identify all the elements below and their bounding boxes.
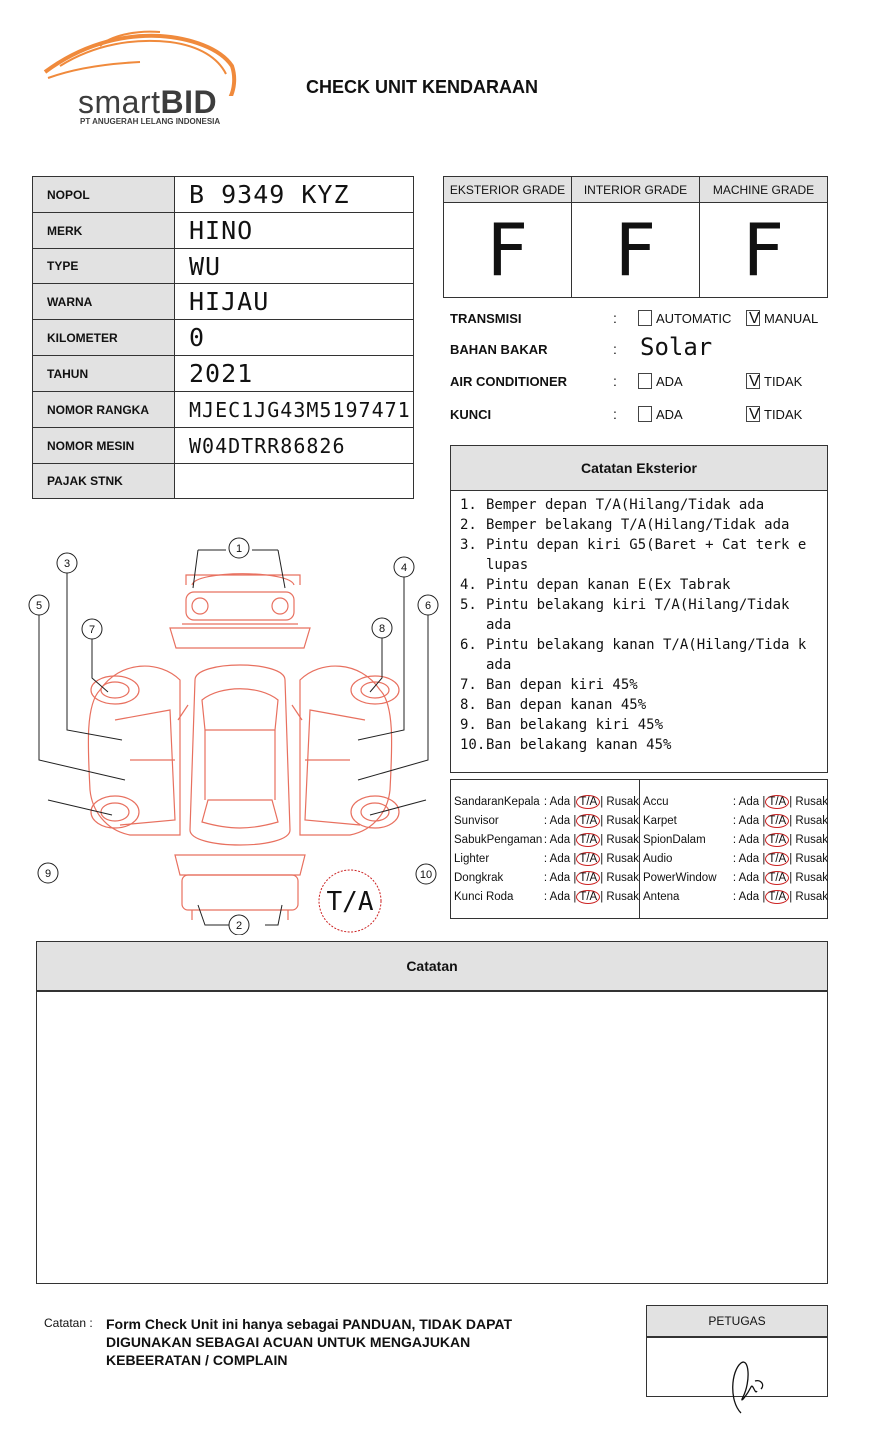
accessory-options: : Ada | T/A | Rusak [732, 814, 828, 827]
vehicle-damage-diagram [20, 530, 450, 935]
option-ada[interactable]: Ada [738, 890, 760, 903]
note-text: Pintu belakang kanan T/A(Hilang/Tida k ada [486, 637, 815, 673]
exterior-note-item [460, 735, 827, 755]
accessory-options: : Ada | T/A | Rusak [732, 833, 828, 846]
option-rusak[interactable]: Rusak [795, 890, 828, 903]
note-text: Ban depan kanan 45% [486, 697, 647, 713]
car-outline-diagram [20, 530, 450, 935]
option-rusak[interactable]: Rusak [795, 833, 828, 846]
accessory-row [640, 792, 828, 811]
accessory-name: Kunci Roda [454, 890, 514, 903]
option-ta-selected[interactable]: T/A [765, 833, 789, 847]
option-ada[interactable]: Ada [738, 871, 760, 884]
option-ta-selected[interactable]: T/A [576, 852, 600, 866]
footer-label: Catatan : [44, 1316, 93, 1330]
accessory-name: Karpet [643, 814, 677, 827]
info-value: WU [175, 249, 414, 284]
page-title: CHECK UNIT KENDARAAN [306, 77, 538, 97]
option-ada[interactable]: Ada [738, 833, 760, 846]
option-kunci-ada[interactable] [638, 406, 683, 422]
ta-stamp-label: T/A [326, 887, 374, 917]
accessory-row [640, 887, 828, 906]
accessory-row [451, 811, 639, 830]
check-mark-icon: V [749, 406, 760, 423]
info-row-kilometer [33, 320, 414, 356]
info-label: NOMOR MESIN [33, 428, 175, 464]
option-label: TIDAK [764, 373, 803, 389]
accessory-row [640, 811, 828, 830]
accessories-left-column [451, 780, 640, 918]
option-ta-selected[interactable]: T/A [576, 890, 600, 904]
accessory-row [451, 830, 639, 849]
note-text: Pintu belakang kiri T/A(Hilang/Tidak ada [486, 597, 807, 633]
accessory-row [451, 849, 639, 868]
colon: : [613, 373, 617, 389]
transmisi-label: TRANSMISI [450, 311, 522, 326]
note-text: Pintu depan kanan E(Ex Tabrak [486, 577, 731, 593]
accessory-name: Antena [643, 890, 680, 903]
note-number: 5. [460, 597, 477, 613]
grade-panel [443, 176, 828, 298]
grade-label: EKSTERIOR GRADE [444, 177, 571, 203]
option-ada[interactable]: Ada [549, 890, 571, 903]
marker-6-label: 6 [424, 600, 432, 612]
marker-8-label: 8 [378, 623, 386, 635]
option-manual[interactable] [746, 310, 818, 326]
accessory-row [640, 849, 828, 868]
info-label: KILOMETER [33, 320, 175, 356]
accessory-row [451, 868, 639, 887]
checkbox-checked[interactable] [746, 373, 760, 389]
option-ada[interactable]: Ada [738, 852, 760, 865]
info-label: NOMOR RANGKA [33, 392, 175, 428]
grade-label: MACHINE GRADE [700, 177, 827, 203]
info-label: PAJAK STNK [33, 464, 175, 499]
note-number: 4. [460, 577, 477, 593]
note-text: Bemper belakang T/A(Hilang/Tidak ada [486, 517, 790, 533]
option-label: ADA [656, 373, 683, 389]
marker-1-label: 1 [235, 543, 243, 555]
note-number: 9. [460, 717, 477, 733]
option-rusak[interactable]: Rusak [606, 814, 639, 827]
option-rusak[interactable]: Rusak [795, 795, 828, 808]
option-ac-tidak[interactable] [746, 373, 802, 389]
exterior-note-item [460, 575, 827, 595]
accessory-options: : Ada | T/A | Rusak [543, 833, 639, 846]
option-rusak[interactable]: Rusak [795, 814, 828, 827]
grade-value: F [614, 208, 657, 292]
accessory-row [451, 887, 639, 906]
company-logo [40, 26, 250, 136]
marker-9-label: 9 [44, 868, 52, 880]
info-row-rangka [33, 392, 414, 428]
accessory-options: : Ada | T/A | Rusak [543, 890, 639, 903]
accessory-options: : Ada | T/A | Rusak [732, 890, 828, 903]
accessory-row [640, 868, 828, 887]
accessory-name: Accu [643, 795, 669, 808]
accessory-name: SabukPengaman [454, 833, 543, 846]
accessories-right-column [640, 780, 828, 918]
accessory-options: : Ada | T/A | Rusak [543, 795, 639, 808]
note-number: 10. [460, 737, 486, 753]
exterior-note-item [460, 595, 827, 635]
note-text: Ban belakang kiri 45% [486, 717, 664, 733]
checkbox-checked[interactable] [746, 406, 760, 422]
grade-value: F [742, 208, 785, 292]
note-text: Bemper depan T/A(Hilang/Tidak ada [486, 497, 765, 513]
info-value: 2021 [175, 356, 414, 392]
note-number: 6. [460, 637, 477, 653]
option-ta-selected[interactable]: T/A [576, 795, 600, 809]
accessory-name: Lighter [454, 852, 490, 865]
option-label: AUTOMATIC [656, 310, 732, 326]
notes-area[interactable] [36, 991, 828, 1284]
accessory-name: Sunvisor [454, 814, 499, 827]
option-label: MANUAL [764, 310, 819, 326]
vehicle-info-table [32, 176, 414, 499]
accessory-options: : Ada | T/A | Rusak [732, 795, 828, 808]
note-number: 8. [460, 697, 477, 713]
exterior-note-item [460, 715, 827, 735]
grade-value: F [486, 208, 529, 292]
option-ada[interactable]: Ada [549, 852, 571, 865]
exterior-note-item [460, 695, 827, 715]
info-label: MERK [33, 213, 175, 249]
exterior-grade [444, 177, 572, 297]
accessory-row [451, 792, 639, 811]
option-ada[interactable]: Ada [738, 795, 760, 808]
option-ada[interactable]: Ada [549, 871, 571, 884]
ac-label: AIR CONDITIONER [450, 374, 567, 389]
accessory-name: PowerWindow [643, 871, 717, 884]
accessories-panel [450, 779, 828, 919]
option-ta-selected[interactable]: T/A [576, 833, 600, 847]
info-value: W04DTRR86826 [175, 428, 414, 464]
fuel-value: Solar [640, 333, 713, 361]
info-label: WARNA [33, 284, 175, 320]
info-row-pajak [33, 464, 414, 499]
option-ta-selected[interactable]: T/A [576, 871, 600, 885]
option-rusak[interactable]: Rusak [606, 871, 639, 884]
option-ada[interactable]: Ada [549, 814, 571, 827]
marker-7-label: 7 [88, 624, 96, 636]
accessory-name: SandaranKepala [454, 795, 540, 808]
checkbox-checked[interactable] [746, 310, 760, 326]
accessory-options: : Ada | T/A | Rusak [543, 871, 639, 884]
note-number: 7. [460, 677, 477, 693]
info-row-type [33, 249, 414, 284]
option-rusak[interactable]: Rusak [606, 890, 639, 903]
marker-4-label: 4 [400, 562, 408, 574]
option-rusak[interactable]: Rusak [795, 871, 828, 884]
machine-grade [700, 177, 827, 297]
option-ta-selected[interactable]: T/A [765, 795, 789, 809]
accessory-name: Dongkrak [454, 871, 504, 884]
accessory-name: Audio [643, 852, 673, 865]
info-value: MJEC1JG43M5197471 [175, 392, 414, 428]
exterior-notes-panel [450, 445, 828, 773]
info-label: TAHUN [33, 356, 175, 392]
note-text: Ban belakang kanan 45% [486, 737, 672, 753]
marker-10-label: 10 [419, 869, 433, 881]
accessory-name: SpionDalam [643, 833, 706, 846]
notes-title: Catatan [36, 941, 828, 992]
option-ada[interactable]: Ada [549, 833, 571, 846]
accessory-options: : Ada | T/A | Rusak [543, 852, 639, 865]
option-automatic[interactable] [638, 310, 731, 326]
accessory-options: : Ada | T/A | Rusak [732, 871, 828, 884]
exterior-note-item [460, 675, 827, 695]
logo-subtitle: PT ANUGERAH LELANG INDONESIA [80, 117, 221, 126]
info-value: HIJAU [175, 284, 414, 320]
option-ta-selected[interactable]: T/A [765, 814, 789, 828]
info-row-warna [33, 284, 414, 320]
colon: : [613, 406, 617, 422]
accessory-row [640, 830, 828, 849]
option-ac-ada[interactable] [638, 373, 683, 389]
option-rusak[interactable]: Rusak [606, 833, 639, 846]
option-ta-selected[interactable]: T/A [765, 871, 789, 885]
officer-title: PETUGAS [646, 1305, 828, 1338]
grade-label: INTERIOR GRADE [572, 177, 699, 203]
kunci-label: KUNCI [450, 407, 492, 422]
logo-wordmark: smartBID [78, 84, 218, 120]
checkbox[interactable] [638, 310, 652, 326]
option-rusak[interactable]: Rusak [795, 852, 828, 865]
colon: : [613, 310, 617, 326]
note-text: Pintu depan kiri G5(Baret + Cat terk elupas [486, 537, 807, 573]
option-rusak[interactable]: Rusak [606, 795, 639, 808]
option-ta-selected[interactable]: T/A [765, 852, 789, 866]
info-row-merk [33, 213, 414, 249]
exterior-notes-list [451, 491, 827, 755]
accessory-options: : Ada | T/A | Rusak [543, 814, 639, 827]
info-row-nopol [33, 177, 414, 213]
exterior-note-item [460, 535, 827, 575]
marker-2-label: 2 [235, 920, 243, 932]
colon: : [613, 341, 617, 357]
accessory-options: : Ada | T/A | Rusak [732, 852, 828, 865]
exterior-note-item [460, 515, 827, 535]
checkbox[interactable] [638, 406, 652, 422]
option-ta-selected[interactable]: T/A [576, 814, 600, 828]
note-number: 3. [460, 537, 477, 553]
marker-3-label: 3 [63, 558, 71, 570]
option-ta-selected[interactable]: T/A [765, 890, 789, 904]
note-number: 1. [460, 497, 477, 513]
info-value: 0 [175, 320, 414, 356]
option-rusak[interactable]: Rusak [606, 852, 639, 865]
officer-signature-box [646, 1337, 828, 1397]
check-mark-icon: V [749, 310, 760, 327]
info-label: NOPOL [33, 177, 175, 213]
footer-disclaimer: Form Check Unit ini hanya sebagai PANDUAN, TIDAK DAPAT DIGUNAKAN SEBAGAI ACUAN UNTUK MENGAJUKAN KEBEERATAN / COMPLAIN [106, 1316, 513, 1368]
info-value: B 9349 KYZ [175, 177, 414, 213]
option-label: TIDAK [764, 406, 803, 422]
bahan-bakar-label: BAHAN BAKAR [450, 342, 548, 357]
option-ada[interactable]: Ada [549, 795, 571, 808]
option-kunci-tidak[interactable] [746, 406, 802, 422]
option-ada[interactable]: Ada [738, 814, 760, 827]
option-label: ADA [656, 406, 683, 422]
marker-5-label: 5 [35, 600, 43, 612]
info-label: TYPE [33, 249, 175, 284]
exterior-note-item [460, 495, 827, 515]
checkbox[interactable] [638, 373, 652, 389]
info-row-tahun [33, 356, 414, 392]
info-row-mesin [33, 428, 414, 464]
check-mark-icon: V [749, 373, 760, 390]
info-value [175, 464, 414, 499]
interior-grade [572, 177, 700, 297]
exterior-note-item [460, 635, 827, 675]
note-text: Ban depan kiri 45% [486, 677, 638, 693]
note-number: 2. [460, 517, 477, 533]
exterior-notes-title: Catatan Eksterior [451, 446, 827, 491]
signature-icon [721, 1351, 781, 1421]
info-value: HINO [175, 213, 414, 249]
